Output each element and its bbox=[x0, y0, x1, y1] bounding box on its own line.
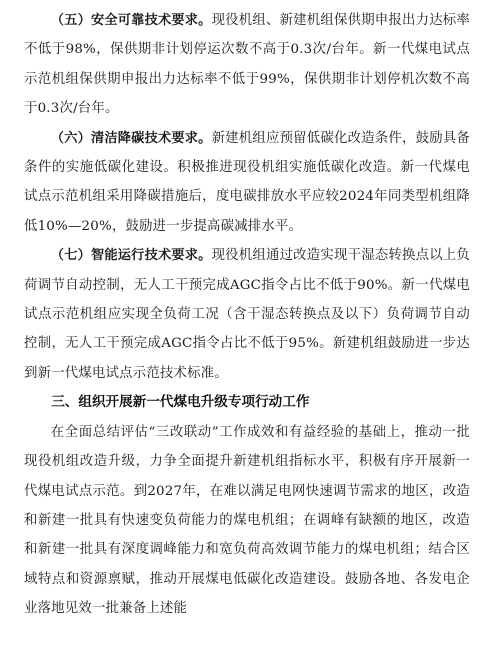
document-page bbox=[24, 6, 470, 624]
paragraph-safety bbox=[24, 6, 470, 124]
paragraph-action-plan: 在全面总结评估“三改联动”工作成效和有益经验的基础上，推动一批现役机组改造升级，力争全面提升新建机组指标水平，积极有序开展新一代煤电试点示范。到2027年，在难以满足电网快速调节需求的地区，改造和新建一批具有快速变负荷能力的煤电机组；在调峰有缺额的地区，改造和新建一批具有深度调峰能力和宽负荷高效调节能力的煤电机组；结合区域特点和资源禀赋，推动开展煤电低碳化改造建设。鼓励各地、各发电企业落地见效一批兼备上述能 bbox=[24, 424, 470, 617]
paragraph-text: 现役机组通过改造实现干湿态转换点以上负荷调节自动控制，无人工干预完成AGC指令占比不低于90%。新一代煤电试点示范机组应实现全负荷工况（含干湿态转换点及以下）负荷调节自动控制，无人工干预完成AGC指令占比不低于95%。新建机组鼓励进一步达到新一代煤电试点示范技术标准。 bbox=[24, 248, 470, 381]
paragraph-smart-operation bbox=[24, 241, 470, 388]
paragraph-low-carbon bbox=[24, 124, 470, 242]
paragraph-text: 现役机组、新建机组保供期申报出力达标率不低于98%，保供期非计划停运次数不高于0.3次/台年。新一代煤电试点示范机组保供期申报出力达标率不低于99%，保供期非计划停机次数不高于0.3次/台年。 bbox=[24, 13, 470, 117]
paragraph-lead: （五）安全可靠技术要求。 bbox=[50, 13, 212, 28]
section-heading: 三、组织开展新一代煤电升级专项行动工作 bbox=[51, 394, 310, 411]
paragraph-text: 新建机组应预留低碳化改造条件，鼓励具备条件的实施低碳化建设。积极推进现役机组实施低碳化改造。新一代煤电试点示范机组采用降碳措施后，度电碳排放水平应较2024年同类型机组降低10%—20%，鼓励进一步提高碳减排水平。 bbox=[24, 130, 470, 234]
paragraph-lead: （六）清洁降碳技术要求。 bbox=[50, 130, 212, 146]
paragraph-lead: （七）智能运行技术要求。 bbox=[50, 248, 212, 264]
